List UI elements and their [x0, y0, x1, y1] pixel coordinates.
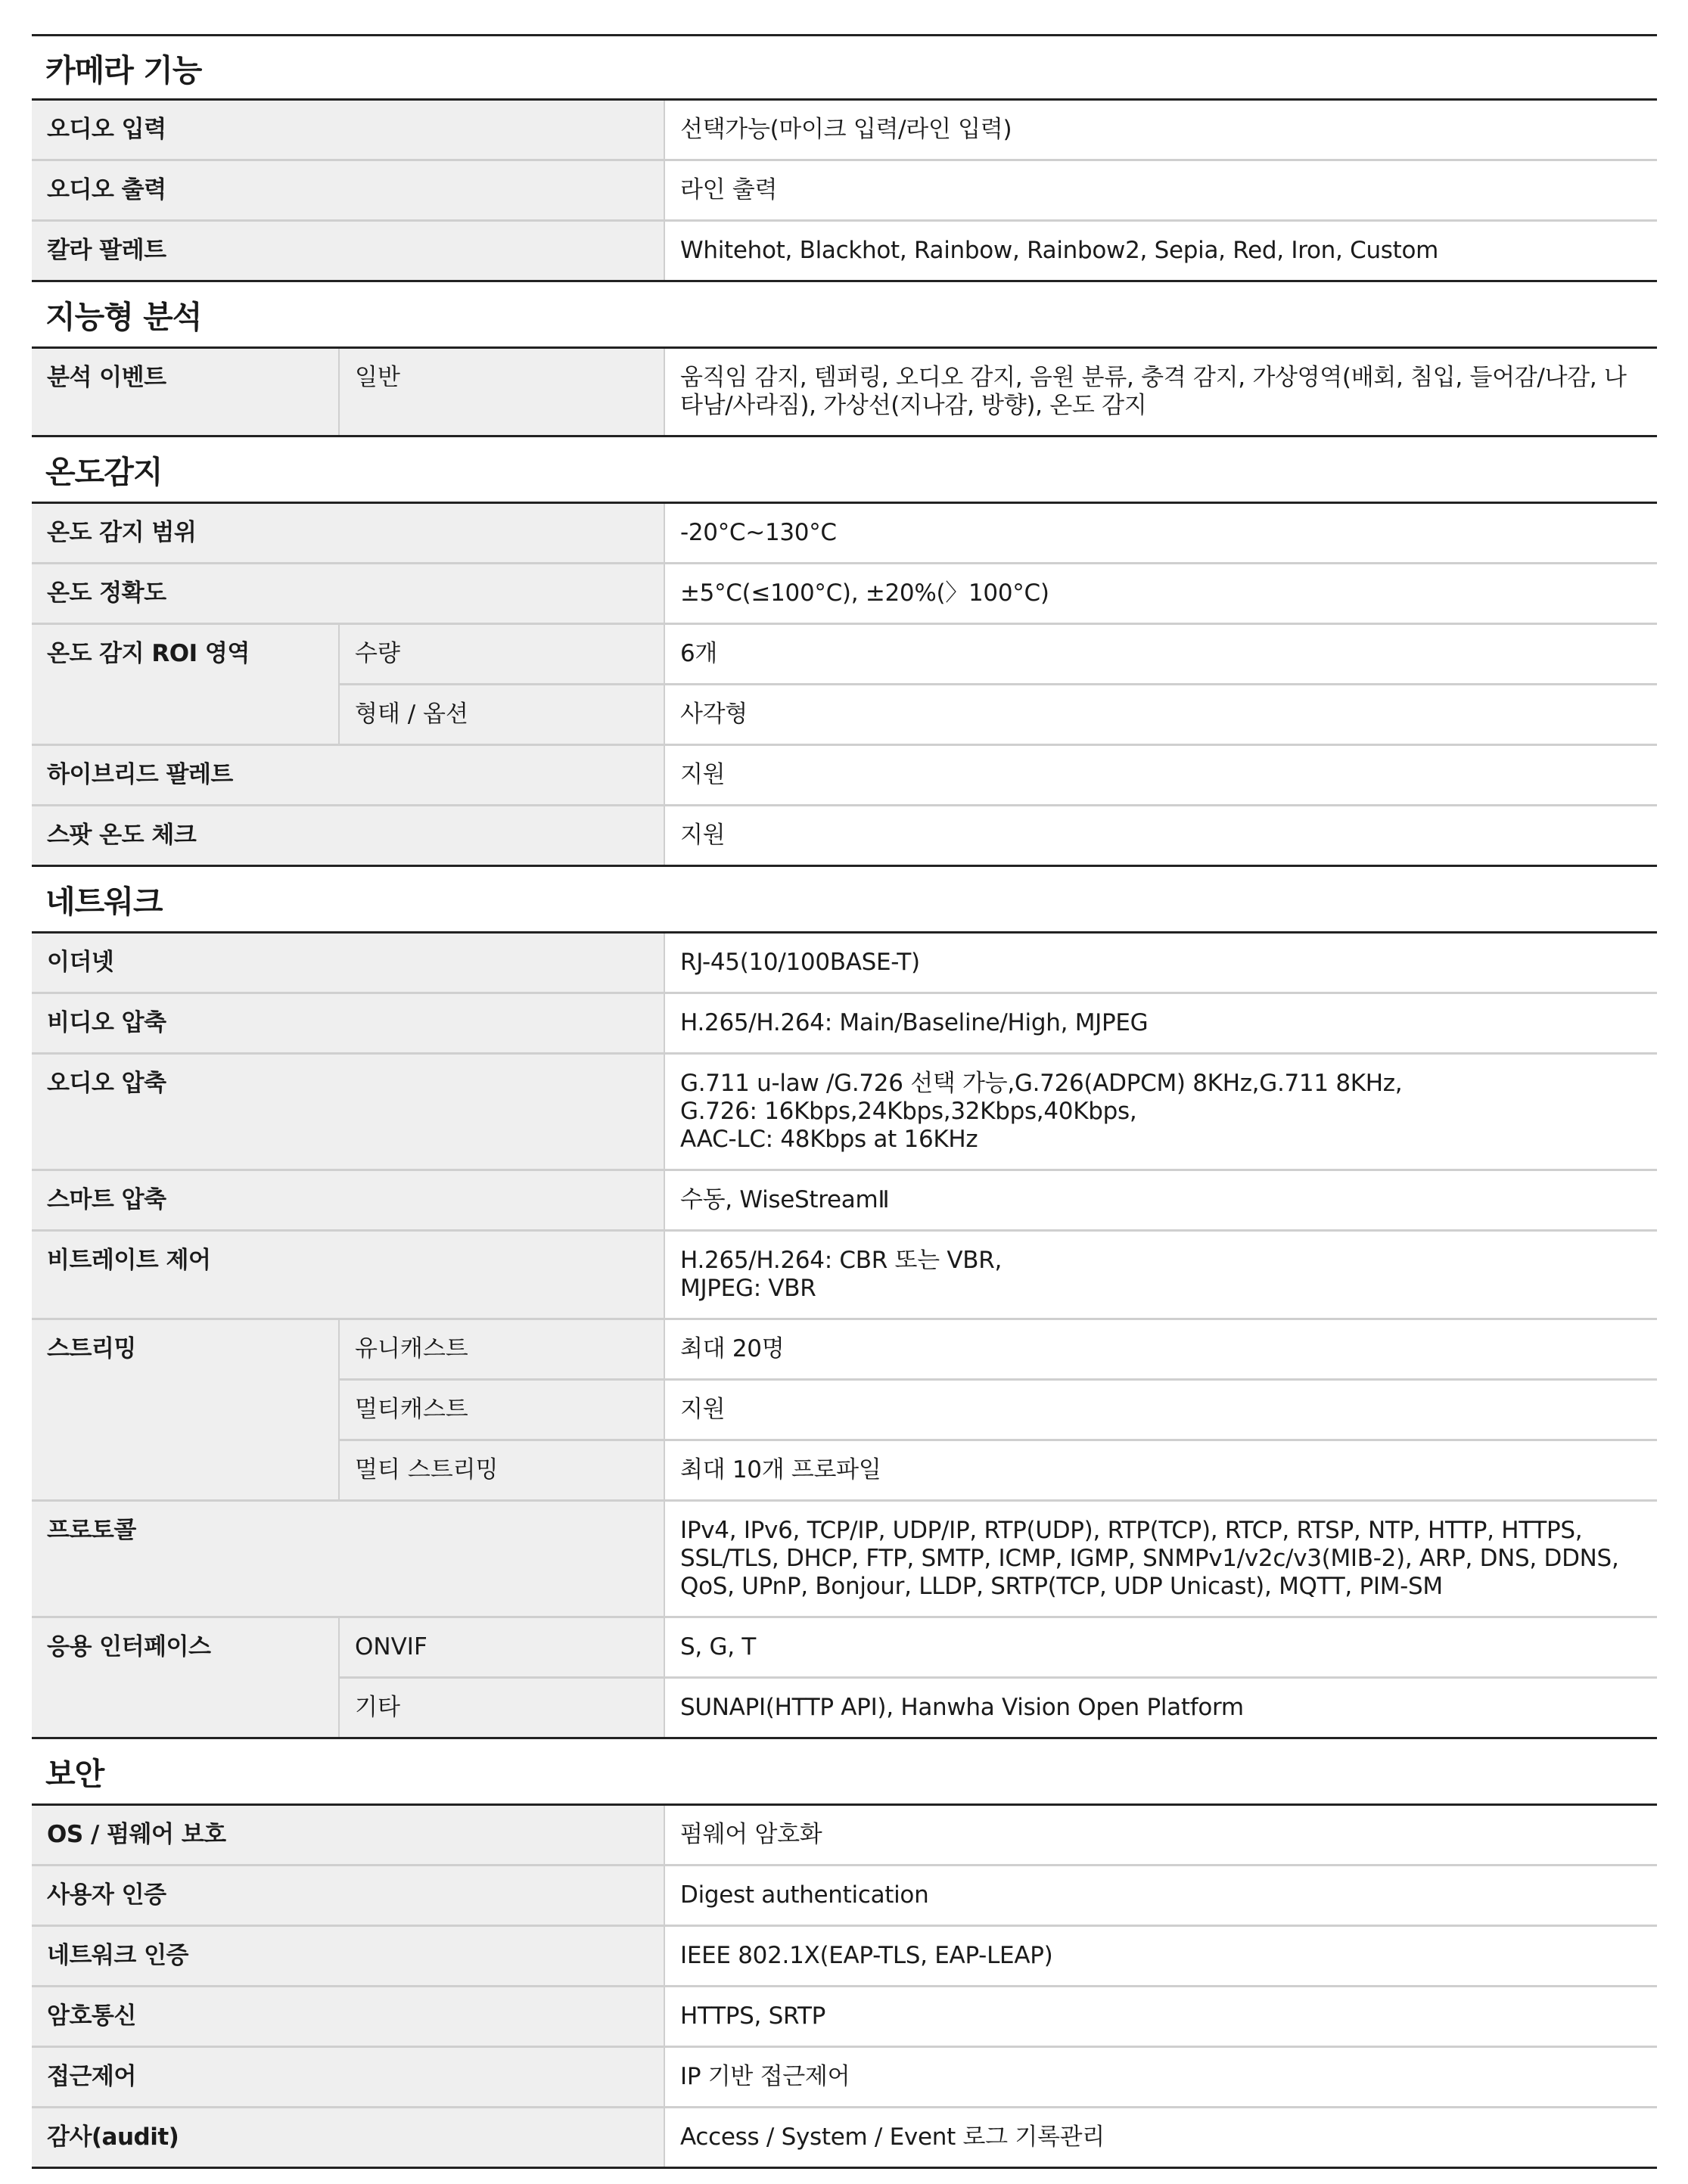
spec-subrows: [340, 625, 1657, 744]
spec-row-group: [32, 1320, 1657, 1502]
row-label: 비트레이트 제어: [32, 1232, 665, 1318]
spec-row: [32, 1806, 1657, 1866]
spec-subrow: [340, 1441, 1657, 1499]
row-label: 온도 감지 ROI 영역: [32, 625, 340, 744]
row-label: 비디오 압축: [32, 994, 665, 1052]
row-value: 선택가능(마이크 입력/라인 입력): [680, 116, 1012, 143]
section-title: 온도감지: [32, 437, 1657, 504]
row-value: G.711 u-law /G.726 선택 가능,G.726(ADPCM) 8KHz,G.711 8KHz, G.726: 16Kbps,24Kbps,32Kbps,40Kbps, AAC-LC: 48Kbps at 16KHz: [680, 1070, 1403, 1153]
row-label: 이더넷: [32, 934, 665, 992]
spec-row: [32, 1866, 1657, 1927]
spec-section: [32, 1739, 1657, 2169]
spec-section: [32, 867, 1657, 1739]
row-label: 스팟 온도 체크: [32, 806, 665, 865]
row-label: 사용자 인증: [32, 1866, 665, 1925]
row-value: HTTPS, SRTP: [680, 2002, 826, 2030]
spec-row: [32, 101, 1657, 161]
spec-row: [32, 1055, 1657, 1171]
spec-section: [32, 437, 1657, 867]
row-value: IPv4, IPv6, TCP/IP, UDP/IP, RTP(UDP), RTP(TCP), RTCP, RTSP, NTP, HTTP, HTTPS, SSL/TLS, DHCP, FTP, SMTP, ICMP, IGMP, SNMPv1/v2c/v3(MIB-2), ARP, DNS, DDNS, QoS, UPnP, Bonjour, LLDP, SRTP(TCP, UDP Unicast), MQTT, PIM-SM: [680, 1517, 1619, 1600]
spec-row: [32, 2048, 1657, 2108]
row-label: 프로토콜: [32, 1502, 665, 1616]
row-value: 지원: [680, 1396, 726, 1423]
row-value: IP 기반 접근제어: [680, 2063, 850, 2090]
spec-sheet: [32, 34, 1657, 2169]
row-sublabel: ONVIF: [340, 1618, 665, 1676]
row-value: 펌웨어 암호화: [680, 1821, 822, 1848]
row-label: 하이브리드 팔레트: [32, 746, 665, 804]
row-label: 스트리밍: [32, 1320, 340, 1499]
row-label: 스마트 압축: [32, 1171, 665, 1229]
row-value: 라인 출력: [680, 176, 778, 203]
row-value: H.265/H.264: CBR 또는 VBR, MJPEG: VBR: [680, 1247, 1003, 1302]
spec-subrow: [340, 625, 1657, 685]
spec-subrow: [340, 1679, 1657, 1737]
row-sublabel: 유니캐스트: [340, 1320, 665, 1378]
row-value: H.265/H.264: Main/Baseline/High, MJPEG: [680, 1009, 1149, 1036]
row-sublabel: 기타: [340, 1679, 665, 1737]
spec-section: [32, 282, 1657, 437]
spec-subrow: [340, 685, 1657, 744]
row-value: Whitehot, Blackhot, Rainbow, Rainbow2, Sepia, Red, Iron, Custom: [680, 237, 1439, 264]
section-title: 지능형 분석: [32, 282, 1657, 349]
row-label: 네트워크 인증: [32, 1927, 665, 1985]
section-title: 카메라 기능: [32, 34, 1657, 101]
row-value: ±5°C(≤100°C), ±20%(〉100°C): [680, 579, 1049, 607]
row-label: 감사(audit): [32, 2108, 665, 2167]
row-label: 오디오 출력: [32, 161, 665, 219]
row-label: 오디오 입력: [32, 101, 665, 159]
row-sublabel: 형태 / 옵션: [340, 685, 665, 744]
row-label: 오디오 압축: [32, 1055, 665, 1169]
spec-row: [32, 1502, 1657, 1618]
spec-row: [32, 222, 1657, 282]
row-sublabel: 멀티캐스트: [340, 1381, 665, 1439]
spec-row: [32, 349, 1657, 437]
spec-row: [32, 746, 1657, 806]
spec-row: [32, 1232, 1657, 1320]
row-value: S, G, T: [680, 1633, 756, 1661]
spec-row: [32, 934, 1657, 994]
spec-row: [32, 1927, 1657, 1987]
spec-row-group: [32, 1618, 1657, 1739]
row-label: OS / 펌웨어 보호: [32, 1806, 665, 1864]
spec-row: [32, 1171, 1657, 1232]
row-sublabel: 멀티 스트리밍: [340, 1441, 665, 1499]
section-title: 네트워크: [32, 867, 1657, 934]
row-label: 분석 이벤트: [32, 349, 340, 435]
row-sublabel: 수량: [340, 625, 665, 683]
row-value: SUNAPI(HTTP API), Hanwha Vision Open Platform: [680, 1694, 1244, 1721]
row-value: 6개: [680, 640, 718, 667]
spec-row: [32, 2108, 1657, 2169]
spec-subrow: [340, 1381, 1657, 1441]
row-sublabel: 일반: [340, 349, 665, 435]
spec-row: [32, 564, 1657, 625]
row-label: 온도 감지 범위: [32, 504, 665, 562]
row-value: -20°C~130°C: [680, 519, 837, 546]
section-title: 보안: [32, 1739, 1657, 1806]
row-value: 지원: [680, 822, 726, 849]
spec-row: [32, 504, 1657, 564]
row-value: Digest authentication: [680, 1881, 929, 1909]
row-label: 온도 정확도: [32, 564, 665, 623]
row-value: 수동, WiseStreamⅡ: [680, 1186, 890, 1213]
spec-row: [32, 1987, 1657, 2048]
spec-subrows: [340, 1618, 1657, 1737]
spec-row: [32, 161, 1657, 222]
row-label: 칼라 팔레트: [32, 222, 665, 280]
row-value: 최대 20명: [680, 1335, 785, 1362]
spec-subrow: [340, 1618, 1657, 1679]
row-value: 최대 10개 프로파일: [680, 1456, 881, 1483]
row-value: 움직임 감지, 템퍼링, 오디오 감지, 음원 분류, 충격 감지, 가상영역(배회, 침입, 들어감/나감, 나타남/사라짐), 가상선(지나감, 방향), 온도 감지: [680, 364, 1627, 419]
spec-row: [32, 806, 1657, 867]
row-label: 접근제어: [32, 2048, 665, 2106]
row-value: IEEE 802.1X(EAP-TLS, EAP-LEAP): [680, 1942, 1053, 1969]
row-value: 지원: [680, 761, 726, 788]
spec-subrows: [340, 1320, 1657, 1499]
row-value: 사각형: [680, 701, 748, 728]
row-label: 응용 인터페이스: [32, 1618, 340, 1737]
spec-row: [32, 994, 1657, 1055]
spec-section: [32, 34, 1657, 282]
row-label: 암호통신: [32, 1987, 665, 2046]
row-value: RJ-45(10/100BASE-T): [680, 949, 920, 976]
spec-row-group: [32, 625, 1657, 746]
spec-subrow: [340, 1320, 1657, 1381]
row-value: Access / System / Event 로그 기록관리: [680, 2123, 1105, 2151]
